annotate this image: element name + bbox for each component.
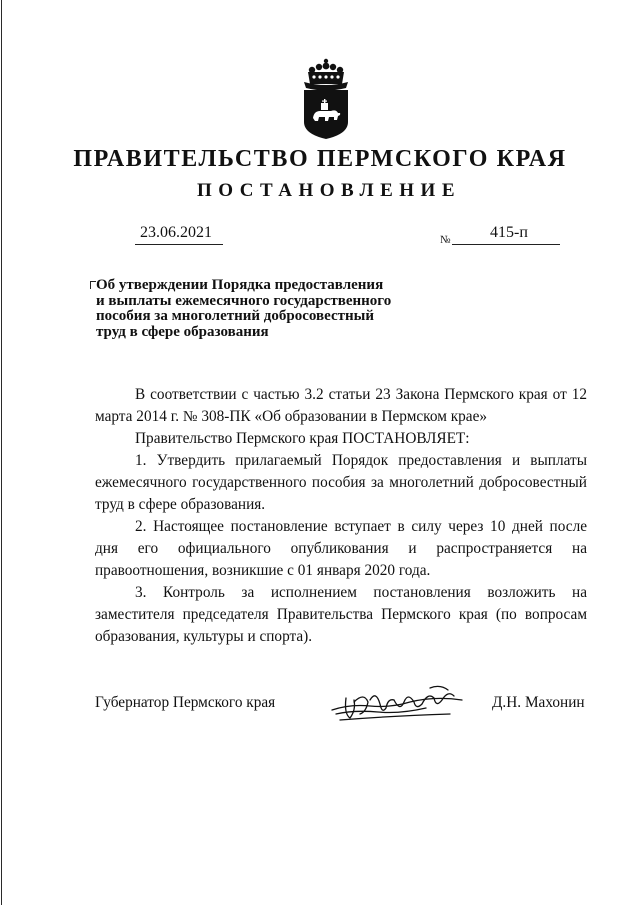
number-sign: №: [440, 234, 451, 246]
government-title: ПРАВИТЕЛЬСТВО ПЕРМСКОГО КРАЯ: [73, 146, 567, 172]
number-underline: [452, 244, 560, 245]
date-underline: [135, 244, 223, 245]
page-edge: [1, 0, 2, 905]
document-body: [95, 384, 587, 648]
preamble-paragraph: В соответствии с частью 3.2 статьи 23 Закона Пермского края от 12 марта 2014 г. № 308-ПК «Об образовании в Пермском крае»: [95, 386, 587, 425]
subject-line: и выплаты ежемесячного государственного: [96, 292, 392, 309]
clause-1-paragraph: 1. Утвердить прилагаемый Порядок предоставления и выплаты ежемесячного государственного пособия за многолетний добросовестный труд в сфере образования.: [95, 452, 587, 513]
perm-krai-coat-of-arms-icon: [300, 58, 352, 140]
resolution-paragraph: Правительство Пермского края ПОСТАНОВЛЯЕТ:: [135, 430, 470, 447]
document-type: ПОСТАНОВЛЕНИЕ: [196, 180, 462, 201]
document-subject: [96, 278, 426, 340]
signatory-position: Губернатор Пермского края: [95, 694, 276, 711]
subject-line: Об утверждении Порядка предоставления: [96, 277, 384, 293]
handwritten-signature-icon: [330, 680, 470, 726]
signatory-name: Д.Н. Махонин: [492, 694, 585, 711]
document-number: 415-п: [490, 224, 528, 241]
clause-2-paragraph: 2. Настоящее постановление вступает в силу через 10 дней после дня его официального опубликования и распространяется на правоотношения, возникшие с 01 января 2020 года.: [95, 518, 587, 579]
clause-3-paragraph: 3. Контроль за исполнением постановления возложить на заместителя председателя Правительства Пермского края (по вопросам образования, культуры и спорта).: [95, 584, 587, 645]
subject-line: труд в сфере образования: [96, 323, 269, 340]
document-date: 23.06.2021: [140, 224, 212, 241]
subject-line: пособия за многолетний добросовестный: [96, 308, 374, 324]
